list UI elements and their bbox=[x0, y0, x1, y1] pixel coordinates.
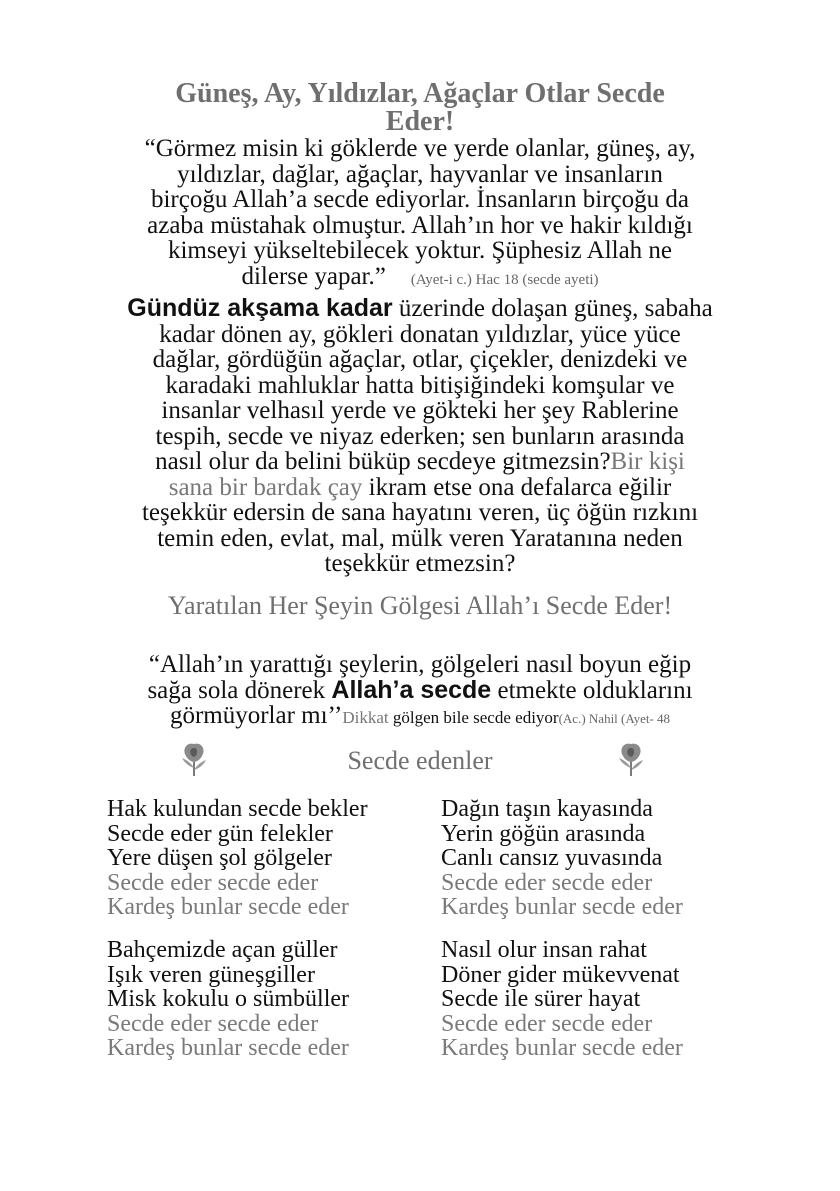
quote-line: yıldızlar, dağlar, ağaçlar, hayvanlar ve insanların bbox=[177, 160, 663, 188]
paragraph-line: tespih, secde ve niyaz ederken; sen bunların arasında bbox=[155, 422, 685, 450]
quote-line: birçoğu Allah’a secde ediyorlar. İnsanların birçoğu da bbox=[150, 186, 689, 213]
paragraph-line: nasıl olur da belini büküp secdeye gitmezsin?Bir kişi bbox=[155, 448, 685, 475]
verse-reference: (Ac.) Nahil (Ayet- 48 bbox=[558, 711, 671, 726]
page-title bbox=[100, 80, 740, 136]
paragraph-line: teşekkür edersin de sana hayatını veren, üç öğün rızkını bbox=[141, 499, 699, 526]
poem-stanza bbox=[441, 938, 683, 1061]
quote-line: sağa sola dönerek Allah’a secde etmekte olduklarını bbox=[147, 675, 693, 704]
poem-refrain: Kardeş bunlar secde eder bbox=[107, 894, 349, 920]
poem-line: Secde ile sürer hayat bbox=[441, 986, 641, 1012]
poem-line: Döner gider mükevvenat bbox=[441, 961, 680, 988]
note-text: gölgen bile secde ediyor bbox=[388, 708, 559, 727]
highlight-text: Bir kişi bbox=[610, 448, 685, 475]
poem-refrain: Secde eder secde eder bbox=[441, 1010, 653, 1037]
poem-stanza bbox=[107, 938, 349, 1061]
verse-quote-hac bbox=[95, 136, 745, 293]
paragraph-line: kadar dönen ay, gökleri donatan yıldızlar, yüce yüce bbox=[159, 320, 681, 348]
poem-refrain: Kardeş bunlar secde eder bbox=[107, 1035, 349, 1061]
poem-line: Hak kulundan secde bekler bbox=[107, 796, 368, 822]
paragraph-line: Gündüz akşama kadar üzerinde dolaşan güneş, sabaha bbox=[127, 294, 713, 322]
bold-lead: Gündüz akşama kadar bbox=[127, 294, 393, 322]
bold-phrase: Allah’a secde bbox=[331, 675, 492, 704]
paragraph-line: teşekkür etmezsin? bbox=[324, 550, 516, 577]
verse-quote-nahil bbox=[95, 652, 745, 732]
paragraph-line: dağlar, gördüğün ağaçlar, otlar, çiçekler, denizdeki ve bbox=[152, 346, 688, 373]
poem-line: Secde eder gün felekler bbox=[107, 820, 333, 847]
title-line: Güneş, Ay, Yıldızlar, Ağaçlar Otlar Secde bbox=[175, 78, 665, 109]
poem-title: Secde edenler bbox=[347, 746, 493, 775]
poem-refrain: Kardeş bunlar secde eder bbox=[441, 894, 683, 920]
paragraph-line: karadaki mahluklar hatta bitişiğindeki komşular ve bbox=[165, 371, 675, 399]
poem-refrain: Secde eder secde eder bbox=[441, 869, 653, 896]
poem-line: Canlı cansız yuvasında bbox=[441, 845, 663, 871]
paragraph-line: insanlar velhasıl yerde ve gökteki her şey Rablerine bbox=[161, 397, 679, 424]
section-heading: Yaratılan Her Şeyin Gölgesi Allah’ı Secde Eder! bbox=[167, 591, 673, 620]
quote-line: dilerse yapar.” (Ayet-i c.) Hac 18 (secde ayeti) bbox=[241, 262, 599, 290]
title-line: Eder! bbox=[385, 106, 455, 137]
poem-refrain: Kardeş bunlar secde eder bbox=[441, 1035, 683, 1061]
rose-icon bbox=[609, 736, 653, 780]
rose-icon bbox=[172, 736, 216, 780]
poem-refrain: Secde eder secde eder bbox=[107, 1010, 319, 1037]
quote-line: kimseyi yükseltebilecek yoktur. Şüphesiz Allah ne bbox=[167, 237, 673, 264]
paragraph-line: temin eden, evlat, mal, mülk veren Yaratanına neden bbox=[157, 524, 683, 552]
main-paragraph bbox=[95, 296, 745, 577]
poem-line: Işık veren güneşgiller bbox=[107, 961, 315, 988]
poem-stanza bbox=[441, 797, 683, 920]
poem-line: Misk kokulu o sümbüller bbox=[107, 986, 350, 1012]
quote-line: “Görmez misin ki göklerde ve yerde olanlar, güneş, ay, bbox=[144, 135, 696, 162]
quote-line: görmüyorlar mı’’Dikkat gölgen bile secde ediyor(Ac.) Nahil (Ayet- 48 bbox=[169, 702, 671, 729]
poem-line: Bahçemizde açan güller bbox=[107, 937, 338, 963]
highlight-text: sana bir bardak çay bbox=[168, 473, 363, 501]
quote-line: “Allah’ın yarattığı şeylerin, gölgeleri nasıl boyun eğip bbox=[148, 651, 692, 678]
verse-reference: (Ayet-i c.) Hac 18 (secde ayeti) bbox=[410, 271, 599, 288]
poem-line: Yere düşen şol gölgeler bbox=[107, 845, 332, 871]
poem-stanza bbox=[107, 797, 368, 920]
poem-line: Nasıl olur insan rahat bbox=[441, 937, 647, 963]
note-highlight: Dikkat bbox=[342, 708, 389, 727]
poem-refrain: Secde eder secde eder bbox=[107, 869, 319, 896]
poem-line: Dağın taşın kayasında bbox=[441, 796, 653, 822]
quote-line: azaba müstahak olmuştur. Allah’ın hor ve hakir kıldığı bbox=[147, 211, 693, 239]
poem-line: Yerin göğün arasında bbox=[441, 820, 646, 847]
paragraph-line: sana bir bardak çay ikram etse ona defalarca eğilir bbox=[168, 473, 672, 501]
